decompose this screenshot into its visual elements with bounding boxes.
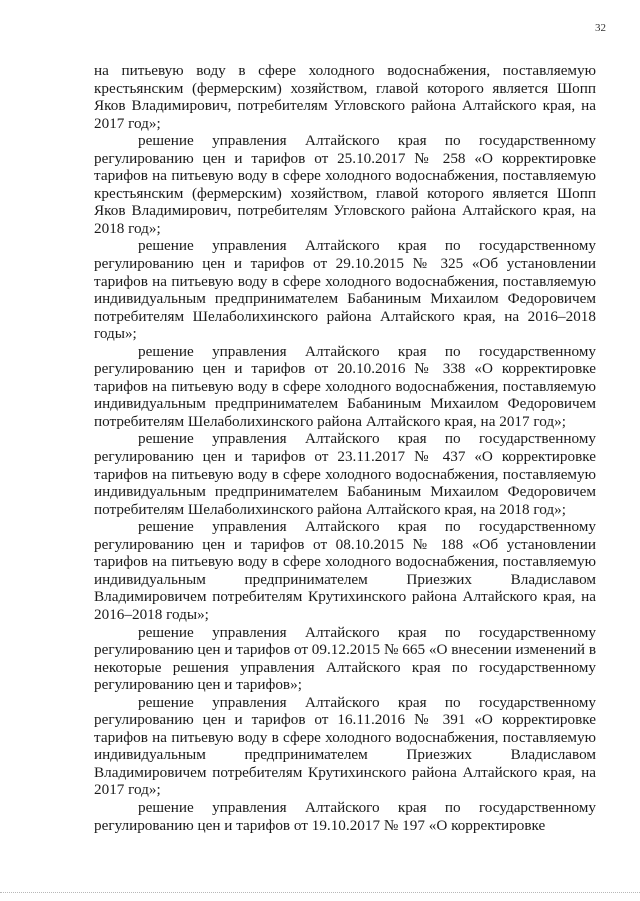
paragraph-decision-325: решение управления Алтайского края по государственному регулированию цен и тарифов от 29.10.2015 № 325 «Об установлении тарифов на питьевую воду в сфере холодного водоснабжения, поставляемую индивидуальным предпринимателем Бабаниным Михаилом Федоровичем потребителям Шелаболихинского района Алтайского края, на 2016–2018 годы»; [94,237,596,343]
paragraph-decision-391: решение управления Алтайского края по государственному регулированию цен и тарифов от 16.11.2016 № 391 «О корректировке тарифов на питьевую воду в сфере холодного водоснабжения, поставляемую индивидуальным предпринимателем Приезжих Владиславом Владимировичем потребителям Крутихинского района Алтайского края, на 2017 год»; [94,693,596,799]
paragraph-decision-437: решение управления Алтайского края по государственному регулированию цен и тарифов от 23.11.2017 № 437 «О корректировке тарифов на питьевую воду в сфере холодного водоснабжения, поставляемую индивидуальным предпринимателем Бабаниным Михаилом Федоровичем потребителям Шелаболихинского района Алтайского края, на 2018 год»; [94,430,596,518]
paragraph-decision-338: решение управления Алтайского края по государственному регулированию цен и тарифов от 20.10.2016 № 338 «О корректировке тарифов на питьевую воду в сфере холодного водоснабжения, поставляемую индивидуальным предпринимателем Бабаниным Михаилом Федоровичем потребителям Шелаболихинского района Алтайского края, на 2017 год»; [94,342,596,430]
paragraph-decision-197: решение управления Алтайского края по государственному регулированию цен и тарифов от 19.10.2017 № 197 «О корректировке [94,798,596,834]
paragraph-decision-665: решение управления Алтайского края по государственному регулированию цен и тарифов от 09.12.2015 № 665 «О внесении изменений в некоторые решения управления Алтайского края по государственному регулированию цен и тарифов»; [94,623,596,694]
paragraph-decision-258: решение управления Алтайского края по государственному регулированию цен и тарифов от 25.10.2017 № 258 «О корректировке тарифов на питьевую воду в сфере холодного водоснабжения, поставляемую крестьянским (фермерским) хозяйством, главой которого является Шопп Яков Владимирович, потребителям Угловского района Алтайского края, на 2018 год»; [94,132,596,237]
document-body [94,62,596,834]
page-number: 32 [595,22,606,34]
paragraph-continued: на питьевую воду в сфере холодного водоснабжения, поставляемую крестьянским (фермерским) хозяйством, главой которого является Шопп Яков Владимирович, потребителям Угловского района Алтайского края, на 2017 год»; [94,62,596,132]
footer-divider [0,892,640,893]
paragraph-decision-188: решение управления Алтайского края по государственному регулированию цен и тарифов от 08.10.2015 № 188 «Об установлении тарифов на питьевую воду в сфере холодного водоснабжения, поставляемую индивидуальным предпринимателем Приезжих Владиславом Владимировичем потребителям Крутихинского района Алтайского края, на 2016–2018 годы»; [94,518,596,623]
